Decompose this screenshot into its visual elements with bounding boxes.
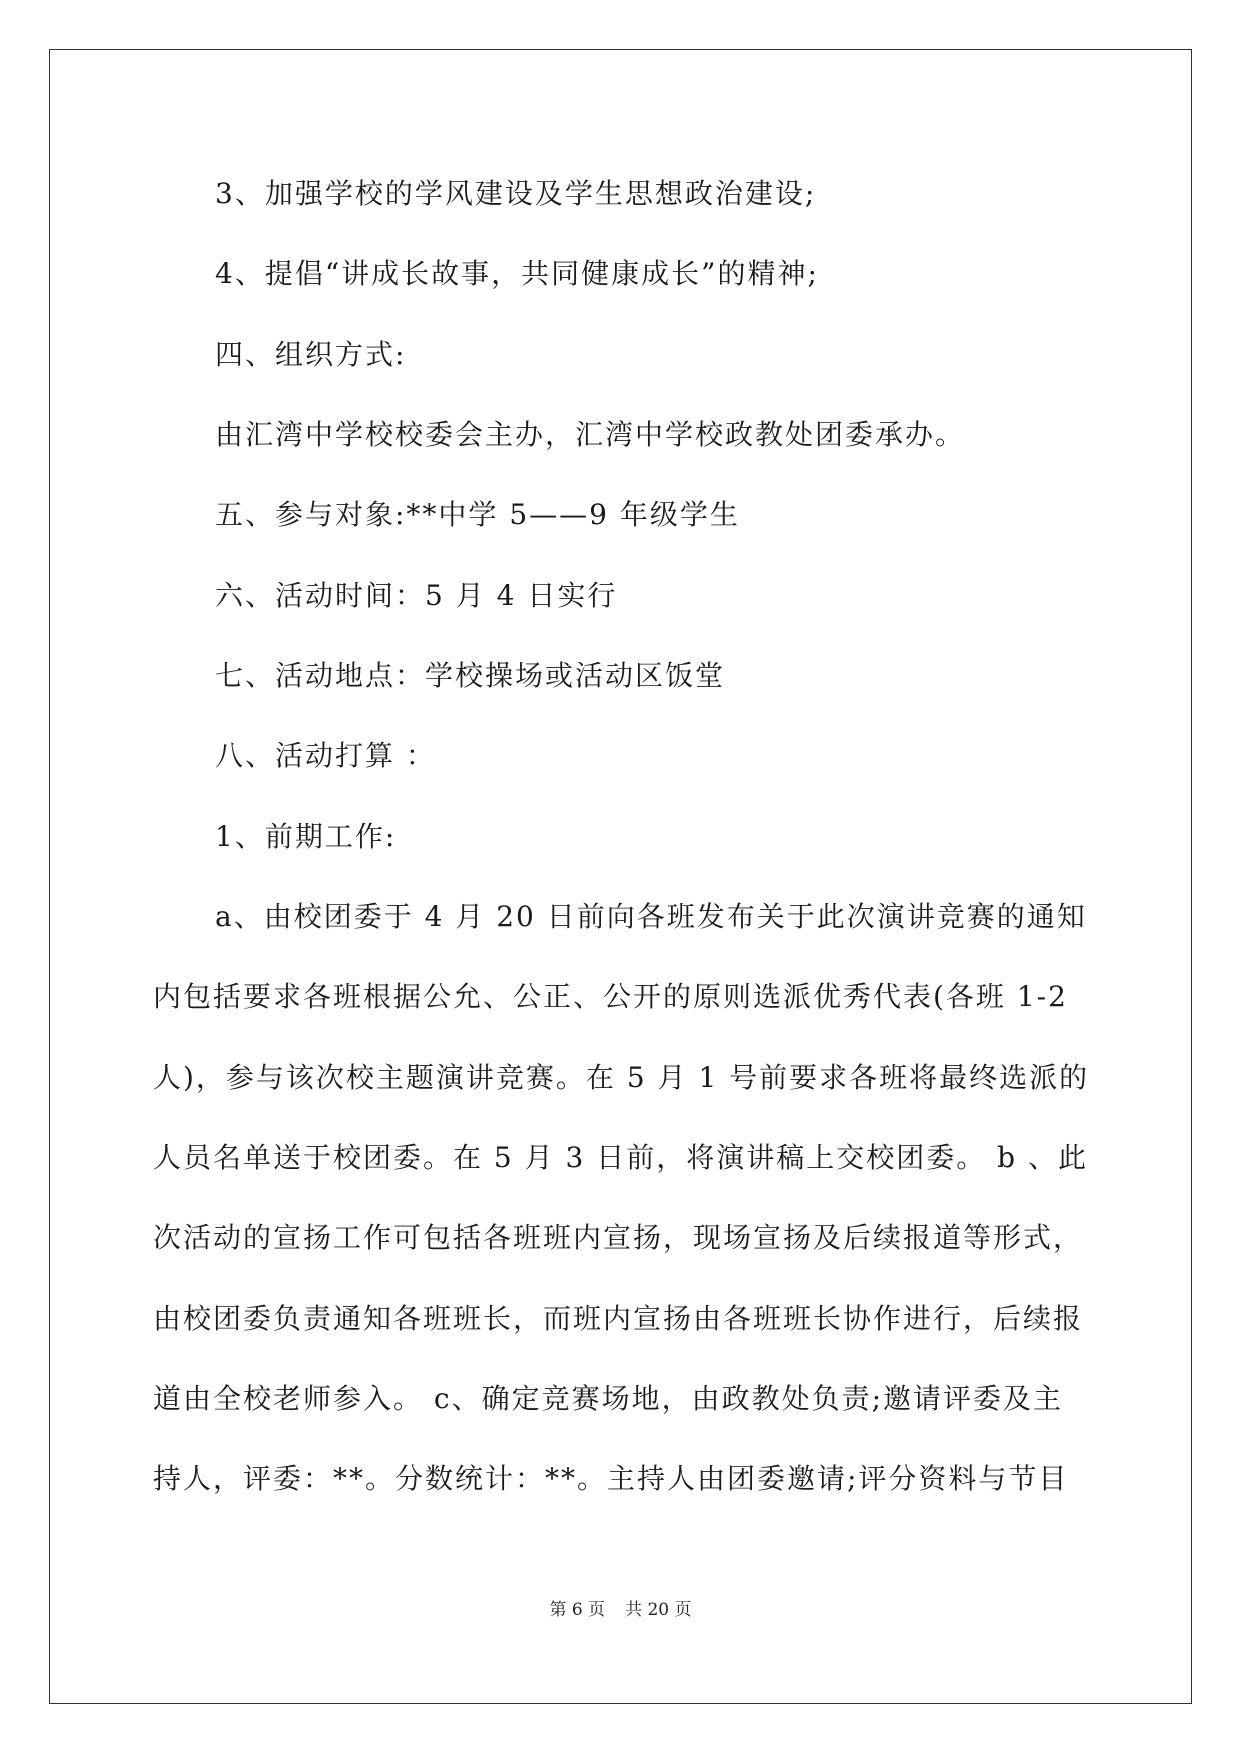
section-heading: 八、活动打算 ：	[215, 739, 436, 772]
page-border	[49, 49, 1192, 1704]
text-line: 人)，参与该次校主题演讲竞赛。在 5 月 1 号前要求各班将最终选派的	[153, 1061, 1090, 1094]
text-line: 持人，评委：**。分数统计：**。主持人由团委邀请;评分资料与节目	[153, 1462, 1069, 1495]
text-line: 由汇湾中学校校委会主办，汇湾中学校政教处团委承办。	[215, 418, 966, 451]
section-heading: 七、活动地点：学校操场或活动区饭堂	[215, 659, 726, 692]
text-line: 1、前期工作:	[215, 820, 397, 853]
text-line: 由校团委负责通知各班班长，而班内宣扬由各班班长协作进行，后续报	[153, 1302, 1084, 1335]
text-line: a、由校团委于 4 月 20 日前向各班发布关于此次演讲竞赛的通知	[215, 900, 1087, 933]
text-line: 道由全校老师参入。 c、确定竞赛场地，由政教处负责;邀请评委及主	[153, 1382, 1064, 1415]
text-line: 4、提倡“讲成长故事，共同健康成长”的精神;	[215, 257, 819, 290]
text-line: 3、加强学校的学风建设及学生思想政治建设;	[215, 177, 817, 210]
text-line: 次活动的宣扬工作可包括各班班内宣扬，现场宣扬及后续报道等形式，	[153, 1221, 1084, 1254]
section-heading: 四、组织方式:	[215, 338, 407, 371]
text-line: 人员名单送于校团委。在 5 月 3 日前，将演讲稿上交校团委。 b 、此	[153, 1141, 1088, 1174]
page-total: 共 20 页	[625, 1600, 692, 1620]
section-heading: 六、活动时间：5 月 4 日实行	[215, 579, 618, 612]
page-number: 第 6 页	[549, 1600, 606, 1620]
section-heading: 五、参与对象:**中学 5——9 年级学生	[215, 498, 740, 531]
text-line: 内包括要求各班根据公允、公正、公开的原则选派优秀代表(各班 1-2	[153, 980, 1068, 1013]
page-footer	[0, 1599, 1241, 1621]
